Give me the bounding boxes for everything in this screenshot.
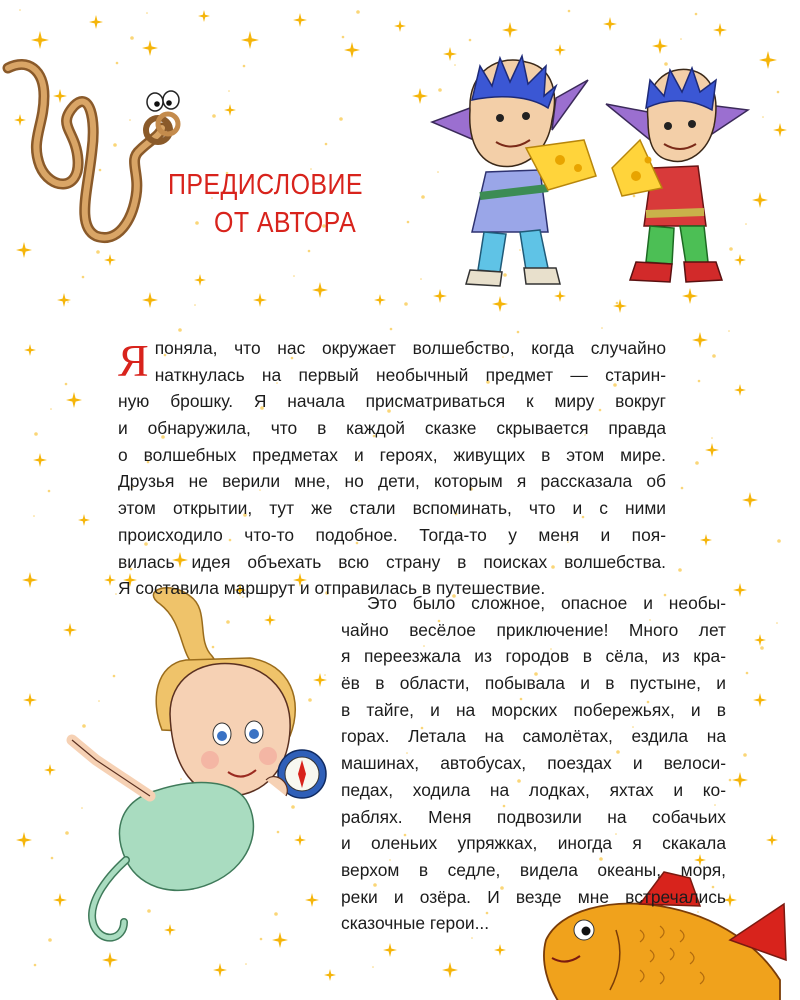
paragraph-2-line: я переезжала из городов в сёла, из кра- [341, 646, 726, 667]
paragraph-1-line: вилась идея объехать всю страну в поисках волшебства. [118, 551, 666, 572]
paragraph-1 [118, 335, 666, 602]
paragraph-1-line: наткнулась на первый необычный предмет — старин- [154, 364, 666, 385]
paragraph-1-line: о волшебных предметах и героях, живущих в этом мире. [118, 444, 666, 465]
page-title-line-2: ОТ АВТОРА [214, 207, 357, 239]
paragraph-1-line: этом открытии, тут же стали вспоминать, что и с ними [118, 498, 666, 519]
drop-cap: Я [118, 335, 149, 386]
paragraph-1-line: происходило что-то подобное. Тогда-то у меня и поя- [118, 524, 666, 545]
paragraph-2-line: горах. Летала на самолётах, ездила на [341, 726, 726, 747]
paragraph-2-line: и оленьих упряжках, иногда я скакала [341, 833, 726, 854]
paragraph-2-line: в тайге, и на морских побережьях, и в [341, 699, 726, 720]
paragraph-2-line: ёв в области, побывала и в пустыне, и [341, 673, 726, 694]
paragraph-2 [341, 590, 726, 937]
paragraph-1-line: Я составила маршрут и отправилась в путешествие. [118, 578, 546, 599]
paragraph-2-line: раблях. Меня подвозили на собачьих [341, 806, 726, 827]
paragraph-1-line: Друзья не верили мне, но дети, которым я рассказала об [118, 471, 666, 492]
paragraph-2-line: педах, ходила на лодках, яхтах и ко- [341, 779, 726, 800]
paragraph-1-line: и обнаружила, что в каждой сказке скрывается правда [118, 418, 666, 439]
paragraph-2-line: чайно весёлое приключение! Много лет [341, 619, 726, 640]
paragraph-2-line: реки и озёра. И везде мне встречались [341, 886, 726, 907]
page-title-line-1: ПРЕДИСЛОВИЕ [168, 169, 363, 201]
paragraph-1-line: ную брошку. Я начала присматриваться к миру вокруг [118, 391, 666, 412]
paragraph-2-line: верхом в седле, видела океаны, моря, [341, 859, 726, 880]
paragraph-2-line: машинах, автобусах, поездах и велоси- [341, 753, 726, 774]
paragraph-1-line: поняла, что нас окружает волшебство, когда случайно [154, 338, 666, 358]
paragraph-2-line: сказочные герои... [341, 913, 490, 934]
paragraph-2-line: Это было сложное, опасное и необы- [367, 593, 726, 613]
